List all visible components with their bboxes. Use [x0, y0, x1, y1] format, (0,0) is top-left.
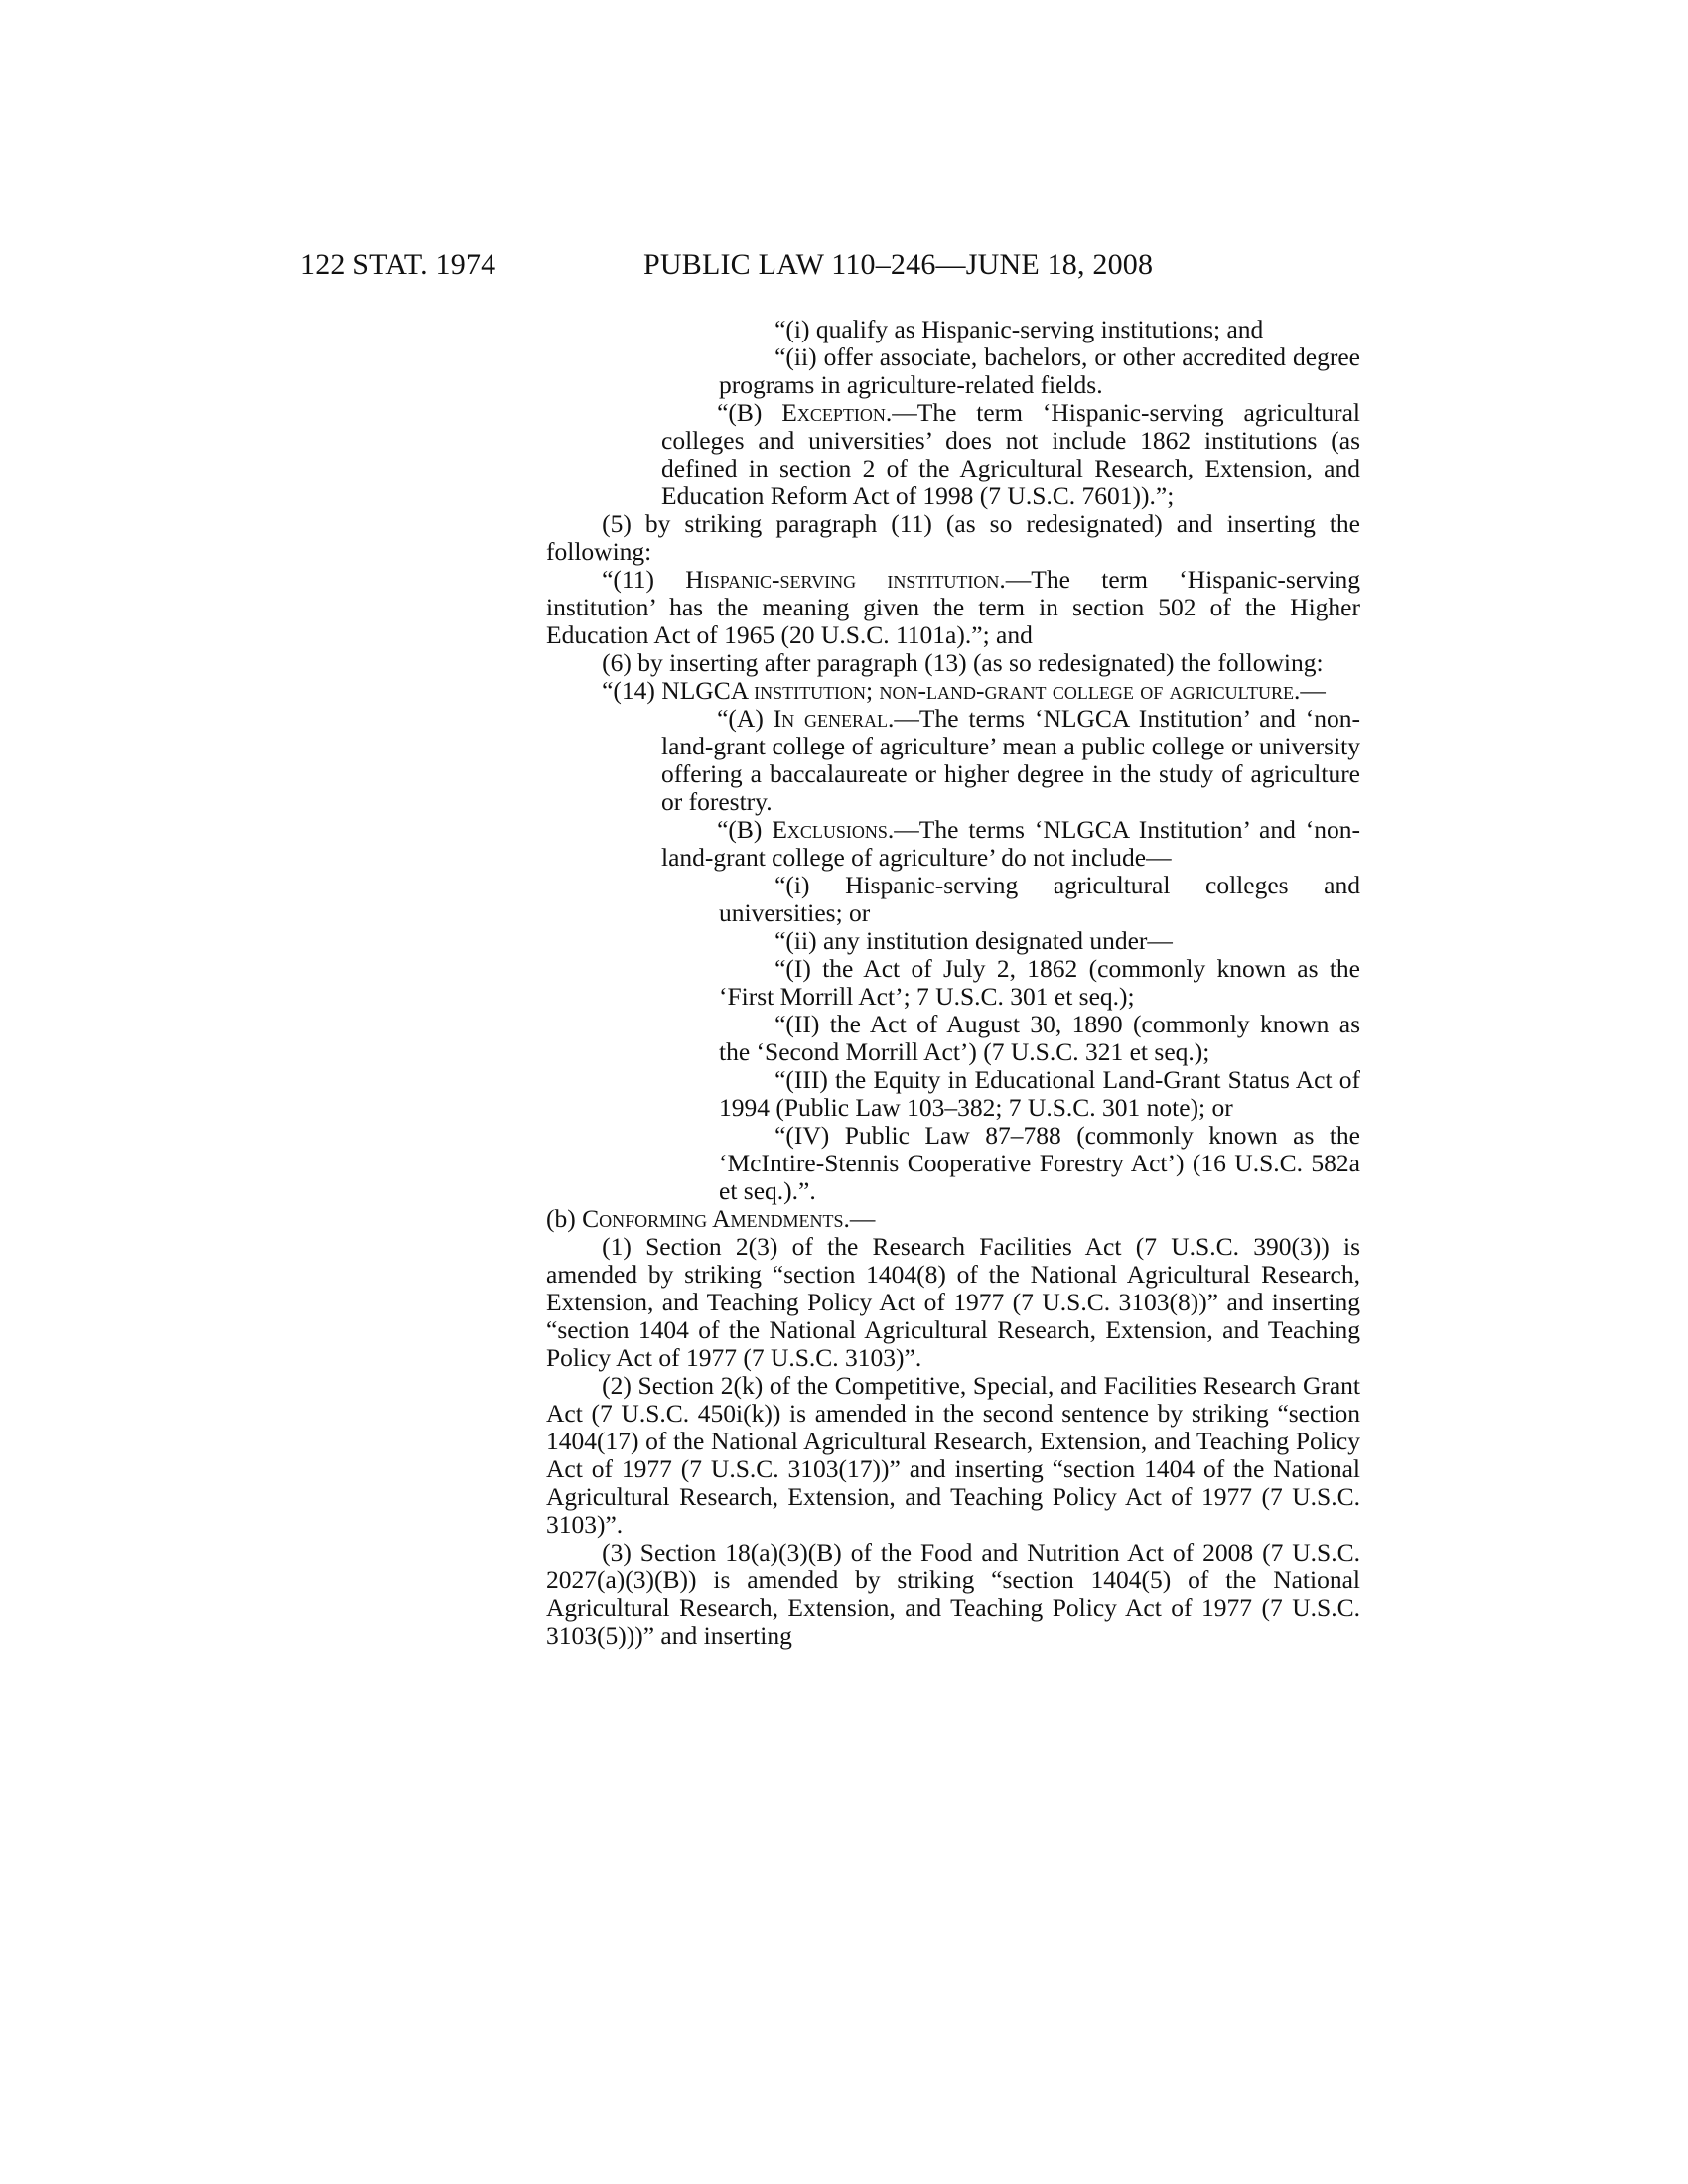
paragraph: “(ii) offer associate, bachelors, or other accredited degree programs in agriculture-related fields. [719, 342, 1360, 399]
paragraph-heading: Exclusions [772, 815, 888, 844]
paragraph: “(i) Hispanic-serving agricultural colleges and universities; or [719, 871, 1360, 927]
paragraph: “(III) the Equity in Educational Land-Grant Status Act of 1994 (Public Law 103–382; 7 U.S.C. 301 note); or [719, 1065, 1360, 1122]
paragraph: (6) by inserting after paragraph (13) (as so redesignated) the following: [602, 648, 1324, 677]
paragraph-heading: In general [773, 704, 889, 733]
paragraph: “(I) the Act of July 2, 1862 (commonly known as the ‘First Morrill Act’; 7 U.S.C. 301 et seq.); [719, 954, 1360, 1011]
paragraph: “(i) qualify as Hispanic-serving institutions; and [774, 315, 1264, 343]
paragraph-heading: NLGCA institution; non-land-grant college of agriculture [661, 676, 1294, 705]
paragraph: “(II) the Act of August 30, 1890 (commonly known as the ‘Second Morrill Act’) (7 U.S.C. 321 et seq.); [719, 1010, 1360, 1066]
paragraph: “(IV) Public Law 87–788 (commonly known as the ‘McIntire-Stennis Cooperative Forestry Act’) (16 U.S.C. 582a et seq.).”. [719, 1121, 1360, 1205]
document-body [546, 316, 1360, 1650]
paragraph: (b) Conforming Amendments.— [546, 1204, 876, 1233]
stat-page-number: 122 STAT. 1974 [300, 248, 496, 281]
paragraph: “(B) Exclusions.—The terms ‘NLGCA Institution’ and ‘non-land-grant college of agriculture’ do not include— [661, 815, 1361, 872]
public-law-title: PUBLIC LAW 110–246—JUNE 18, 2008 [643, 248, 1154, 281]
paragraph: (3) Section 18(a)(3)(B) of the Food and Nutrition Act of 2008 (7 U.S.C. 2027(a)(3)(B)) is amended by striking “section 1404(5) of the National Agricultural Research, Extension, and Teaching Policy Act of 1977 (7 U.S.C. 3103(5)))” and inserting [546, 1538, 1360, 1650]
paragraph: (1) Section 2(3) of the Research Facilities Act (7 U.S.C. 390(3)) is amended by striking “section 1404(8) of the National Agricultural Research, Extension, and Teaching Policy Act of 1977 (7 U.S.C. 3103(8))” and inserting “section 1404 of the National Agricultural Research, Extension, and Teaching Policy Act of 1977 (7 U.S.C. 3103)”. [546, 1232, 1360, 1372]
paragraph-heading: Exception [781, 398, 886, 427]
paragraph: “(14) NLGCA institution; non-land-grant college of agriculture.— [602, 676, 1326, 705]
paragraph: “(11) Hispanic-serving institution.—The term ‘Hispanic-serving institution’ has the meaning given the term in section 502 of the Higher Education Act of 1965 (20 U.S.C. 1101a).”; and [546, 565, 1360, 649]
paragraph-heading: Conforming Amendments [582, 1204, 844, 1233]
paragraph: “(B) Exception.—The term ‘Hispanic-serving agricultural colleges and universities’ does not include 1862 institutions (as defined in section 2 of the Agricultural Research, Extension, and Education Reform Act of 1998 (7 U.S.C. 7601)).”; [661, 398, 1360, 510]
page-header [0, 248, 1688, 288]
paragraph: (2) Section 2(k) of the Competitive, Special, and Facilities Research Grant Act (7 U.S.C. 450i(k)) is amended in the second sentence by striking “section 1404(17) of the National Agricultural Research, Extension, and Teaching Policy Act of 1977 (7 U.S.C. 3103(17))” and inserting “section 1404 of the National Agricultural Research, Extension, and Teaching Policy Act of 1977 (7 U.S.C. 3103)”. [546, 1371, 1360, 1539]
paragraph: “(ii) any institution designated under— [774, 926, 1173, 955]
paragraph: “(A) In general.—The terms ‘NLGCA Institution’ and ‘non-land-grant college of agriculture’ mean a public college or university offering a baccalaureate or higher degree in the study of agriculture or forestry. [661, 704, 1360, 816]
paragraph: (5) by striking paragraph (11) (as so redesignated) and inserting the following: [546, 509, 1360, 566]
paragraph-heading: Hispanic-serving institution [685, 565, 1000, 594]
